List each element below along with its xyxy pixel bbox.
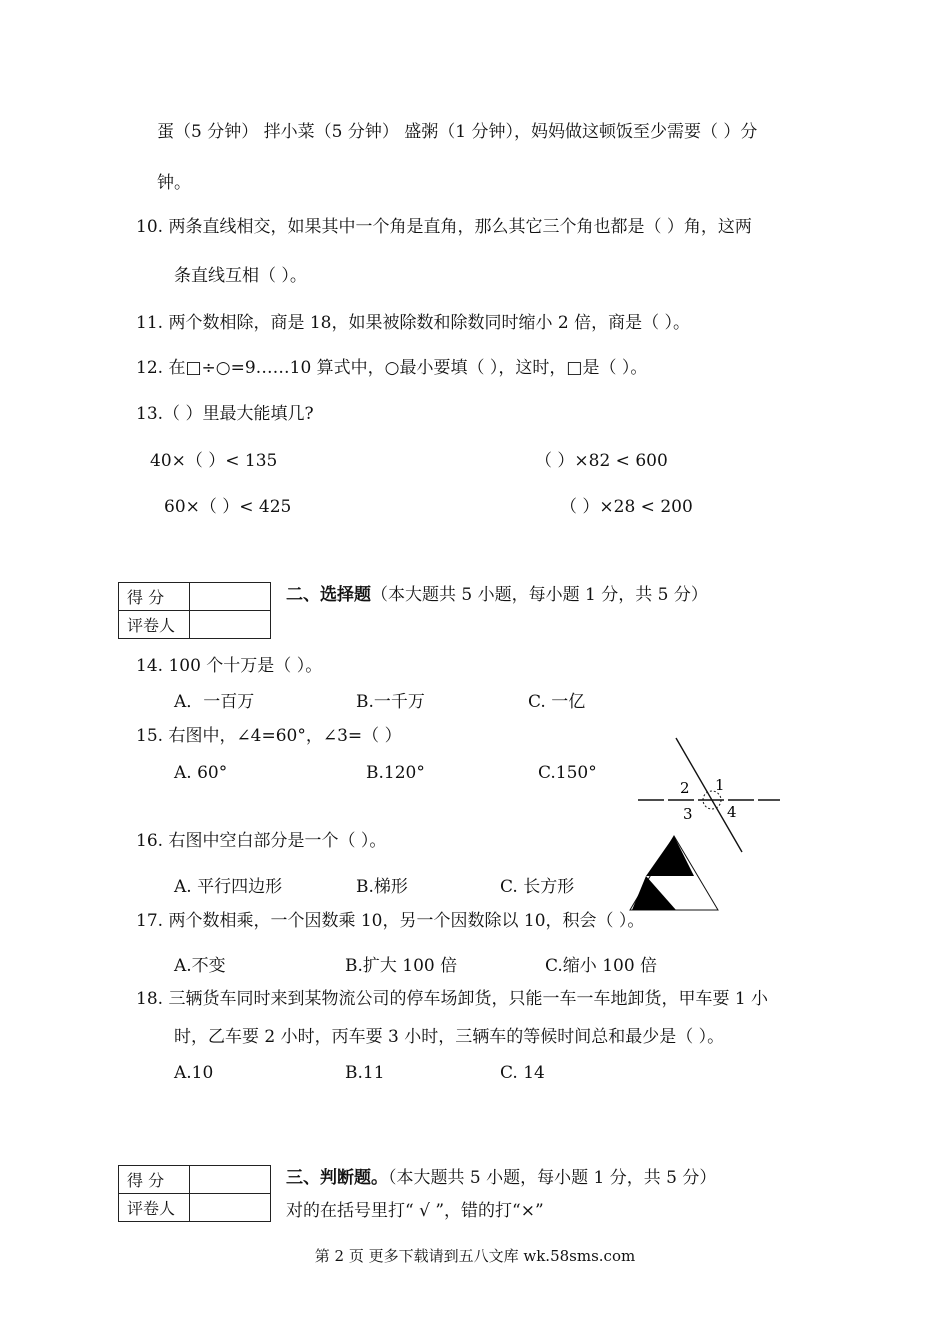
- angle-label-4: 4: [727, 803, 737, 821]
- q13-item: （ ）×28 < 200: [560, 497, 693, 517]
- q11: 11. 两个数相除，商是 18，如果被除数和除数同时缩小 2 倍，商是（ ）。: [136, 313, 691, 333]
- q18-line2: 时，乙车要 2 小时，丙车要 3 小时，三辆车的等候时间总和最少是（ ）。: [174, 1027, 725, 1047]
- q16-option-b[interactable]: B.梯形: [356, 877, 408, 897]
- q13-item: 60×（ ）< 425: [164, 497, 292, 517]
- q9-line2: 钟。: [157, 173, 191, 193]
- score-cell[interactable]: [190, 583, 271, 611]
- q13-item: 40×（ ）< 135: [150, 451, 278, 471]
- section2-header: [286, 584, 708, 606]
- grader-label: 评卷人: [119, 1194, 190, 1222]
- score-label: 得 分: [119, 1166, 190, 1194]
- section3-title: 三、判断题。: [286, 1168, 388, 1188]
- q14-option-c[interactable]: C. 一亿: [528, 692, 586, 712]
- q18-line1: 18. 三辆货车同时来到某物流公司的停车场卸货，只能一车一车地卸货，甲车要 1 小: [136, 989, 769, 1009]
- q18-option-b[interactable]: B.11: [345, 1063, 385, 1083]
- q17-option-a[interactable]: A.不变: [174, 956, 226, 976]
- score-cell[interactable]: [190, 1166, 271, 1194]
- score-box-section3: [118, 1165, 271, 1222]
- q14-option-a[interactable]: A．一百万: [174, 692, 255, 712]
- angle-label-1: 1: [715, 776, 725, 794]
- triangle-figure: [628, 834, 720, 914]
- q15-stem: 15. 右图中，∠4=60°，∠3=（ ）: [136, 726, 402, 746]
- q18-option-a[interactable]: A.10: [174, 1063, 214, 1083]
- q13-title: 13.（ ）里最大能填几?: [136, 404, 314, 424]
- page-footer: 第 2 页 更多下载请到五八文库 wk.58sms.com: [314, 1247, 636, 1265]
- grader-label: 评卷人: [119, 611, 190, 639]
- q17-option-c[interactable]: C.缩小 100 倍: [545, 956, 658, 976]
- q13-item: （ ）×82 < 600: [535, 451, 668, 471]
- section2-note: （本大题共 5 小题，每小题 1 分，共 5 分）: [371, 585, 708, 605]
- q12: 12. 在□÷○=9……10 算式中，○最小要填（ ），这时，□是（ ）。: [136, 358, 648, 378]
- angle-label-2: 2: [680, 779, 690, 797]
- q15-option-b[interactable]: B.120°: [366, 763, 425, 783]
- q16-stem: 16. 右图中空白部分是一个（ ）。: [136, 831, 387, 851]
- top-black-triangle: [646, 836, 694, 876]
- q14-option-b[interactable]: B.一千万: [356, 692, 425, 712]
- score-label: 得 分: [119, 583, 190, 611]
- section3-note: （本大题共 5 小题，每小题 1 分，共 5 分）: [388, 1168, 717, 1188]
- score-box-section2: [118, 582, 271, 639]
- q17-option-b[interactable]: B.扩大 100 倍: [345, 956, 458, 976]
- q10-line1: 10. 两条直线相交，如果其中一个角是直角，那么其它三个角也都是（ ）角，这两: [136, 217, 752, 237]
- q10-line2: 条直线互相（ ）。: [174, 266, 307, 286]
- q14-stem: 14. 100 个十万是（ ）。: [136, 656, 323, 676]
- q15-option-c[interactable]: C.150°: [538, 763, 597, 783]
- q16-option-c[interactable]: C. 长方形: [500, 877, 575, 897]
- q9-line1: 蛋（5 分钟） 拌小菜（5 分钟） 盛粥（1 分钟），妈妈做这顿饭至少需要（ ）分: [157, 122, 758, 142]
- q16-option-a[interactable]: A. 平行四边形: [174, 877, 283, 897]
- q17-stem: 17. 两个数相乘，一个因数乘 10，另一个因数除以 10，积会（ ）。: [136, 911, 645, 931]
- q18-option-c[interactable]: C. 14: [500, 1063, 545, 1083]
- q15-option-a[interactable]: A. 60°: [174, 763, 228, 783]
- angle-label-3: 3: [683, 805, 693, 823]
- grader-cell[interactable]: [190, 1194, 271, 1222]
- section3-instruction: 对的在括号里打“ √ ”，错的打“×”: [286, 1201, 544, 1221]
- section3-header: [286, 1167, 716, 1189]
- grader-cell[interactable]: [190, 611, 271, 639]
- section2-title: 二、选择题: [286, 585, 371, 605]
